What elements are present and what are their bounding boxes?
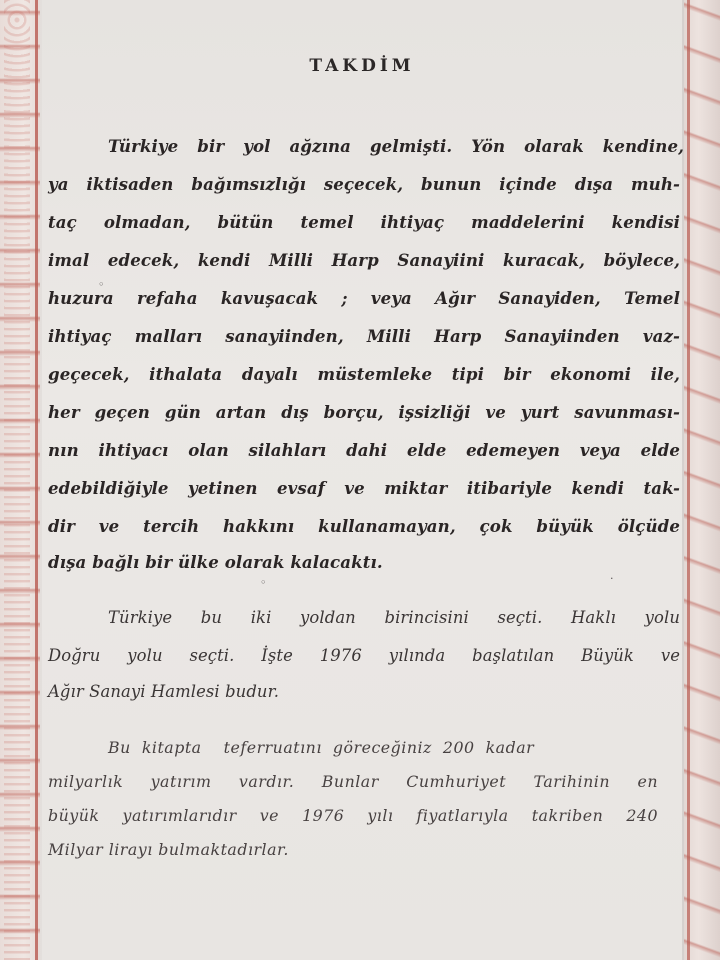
paragraph-1-line-8: her geçen gün artan dış borçu, işsizliği ve yurt savunması- [48,402,680,422]
left-ornamental-border [0,0,40,960]
paragraph-1-line-2: ya iktisaden bağımsızlığı seçecek, bunun içinde dışa muh- [48,174,680,194]
paragraph-1-line-9: nın ihtiyacı olan silahları dahi elde edemeyen veya elde [48,440,680,460]
paragraph-1-line-11: dir ve tercih hakkını kullanamayan, çok büyük ölçüde [48,516,680,536]
paragraph-1-line-10: edebildiğiyle yetinen evsaf ve miktar itibariyle kendi tak- [48,478,680,498]
paragraph-3-line-1: Bu kitapta teferruatını göreceğiniz 200 kadar [108,738,535,757]
paragraph-1-line-6: ihtiyaç malları sanayiinden, Milli Harp Sanayiinden vaz- [48,326,680,346]
paragraph-2-line-3: Ağır Sanayi Hamlesi budur. [48,682,280,701]
paragraph-1-line-12: dışa bağlı bir ülke olarak kalacaktı. [48,552,383,572]
ink-speck: ◦ [98,278,105,291]
ink-speck: · [610,572,614,585]
paragraph-1-line-4: imal edecek, kendi Milli Harp Sanayiini kuracak, böylece, [48,250,680,270]
paragraph-3-line-4: Milyar lirayı bulmaktadırlar. [48,840,289,859]
ink-speck: ◦ [260,576,267,589]
paragraph-3-line-3: büyük yatırımlarıdır ve 1976 yılı fiyatlarıyla takriben 240 [48,806,658,825]
paragraph-1-line-7: geçecek, ithalata dayalı müstemleke tipi bir ekonomi ile, [48,364,680,384]
paragraph-1-line-1: Türkiye bir yol ağzına gelmişti. Yön olarak kendine, [108,136,684,156]
paragraph-2-line-2: Doğru yolu seçti. İşte 1976 yılında başlatılan Büyük ve [48,646,680,665]
left-border-pattern [4,0,30,960]
paragraph-2-line-1: Türkiye bu iki yoldan birincisini seçti. Haklı yolu [108,608,680,627]
right-ornamental-border [684,0,720,960]
page-title: TAKDİM [309,56,415,76]
paragraph-3-line-2: milyarlık yatırım vardır. Bunlar Cumhuriyet Tarihinin en [48,772,658,791]
page-content [42,0,682,960]
paragraph-1-line-3: taç olmadan, bütün temel ihtiyaç maddelerini kendisi [48,212,680,232]
paragraph-1-line-5: huzura refaha kavuşacak ; veya Ağır Sanayiden, Temel [48,288,680,308]
